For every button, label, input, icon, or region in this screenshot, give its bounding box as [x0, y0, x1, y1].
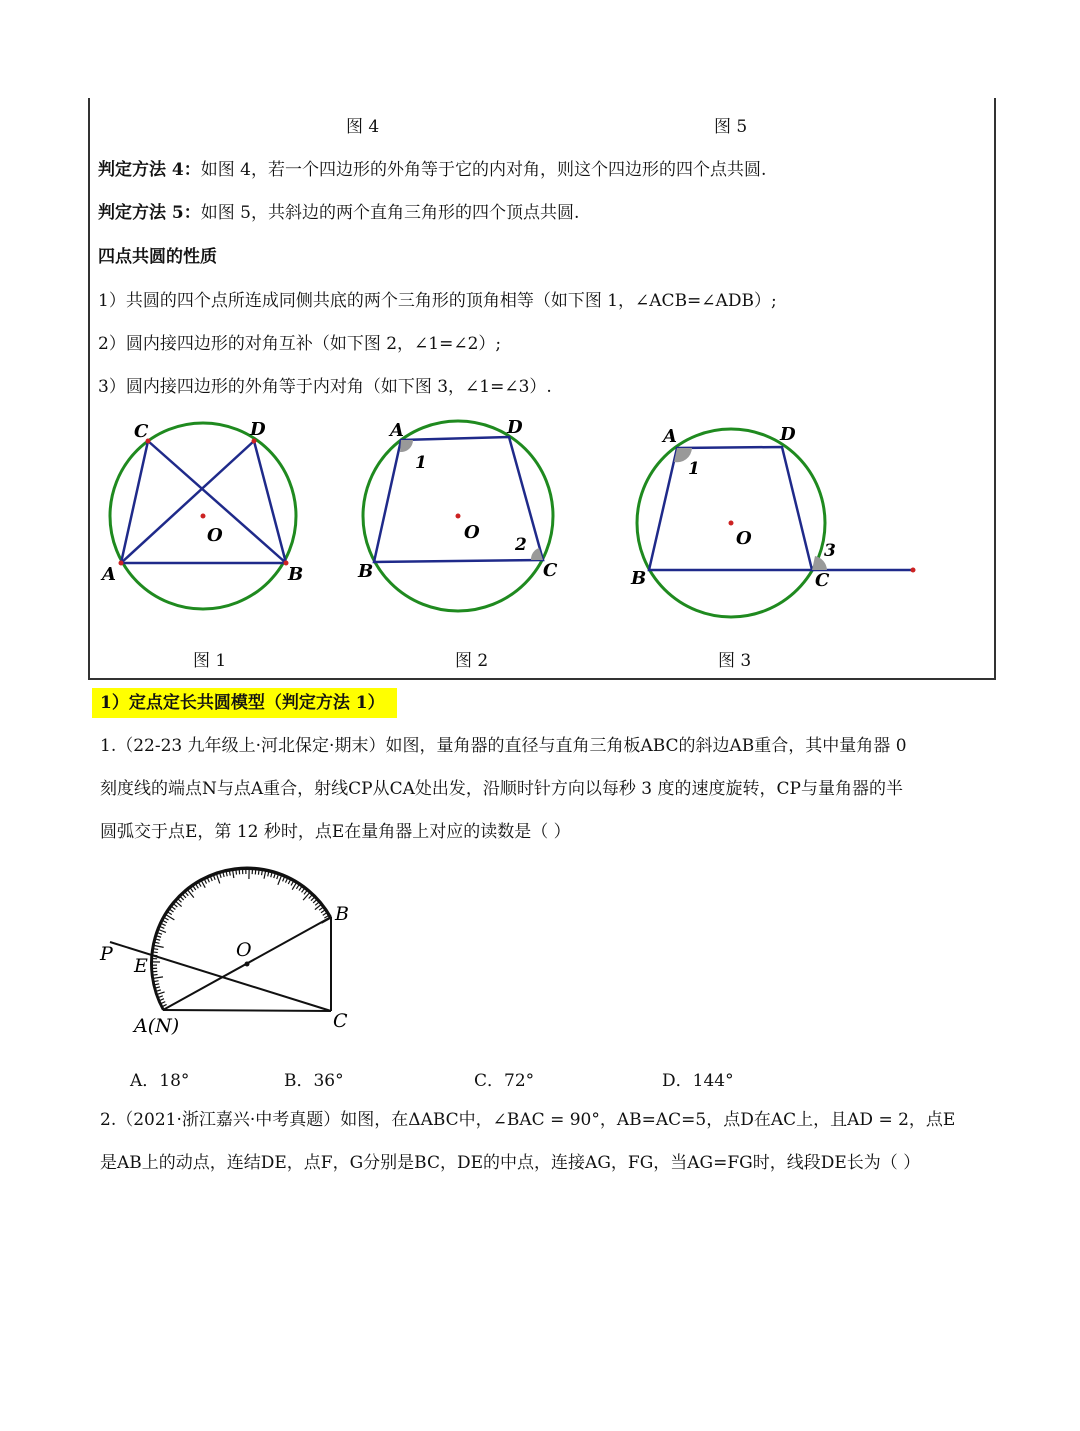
- fig1-center: [201, 514, 206, 519]
- fig2-label-2: 2: [515, 535, 527, 555]
- q1-line2: 刻度线的端点N与点A重合，射线CP从CA处出发，沿顺时针方向以每秒 3 度的速度旋转，CP与量角器的半: [100, 779, 903, 799]
- q1-option-a[interactable]: A．18°: [130, 1071, 190, 1091]
- protractor-tick: [153, 977, 163, 979]
- fig2-center: [456, 514, 461, 519]
- fig2-label-o: O: [464, 522, 480, 543]
- q2-line1: 2.（2021·浙江嘉兴·中考真题）如图，在ΔABC中，∠BAC = 90°，AB=AC=5，点D在AC上，且AD = 2，点E: [100, 1110, 956, 1130]
- fig2-label-d: D: [507, 417, 523, 438]
- q1-figure: [90, 860, 390, 1040]
- fig3-center: [729, 521, 734, 526]
- caption-fig3: 图 3: [718, 651, 752, 671]
- method4-text: 如图 4，若一个四边形的外角等于它的内对角，则这个四边形的四个点共圆.: [200, 160, 767, 180]
- caption-fig4: 图 4: [346, 117, 380, 137]
- protractor-tick: [292, 883, 296, 890]
- property-3: 3）圆内接四边形的外角等于内对角（如下图 3，∠1=∠3）.: [98, 377, 552, 397]
- q1-line1: 1.（22-23 九年级上·河北保定·期末）如图，量角器的直径与直角三角板ABC的斜边AB重合，其中量角器 0: [100, 736, 907, 756]
- caption-fig2: 图 2: [455, 651, 489, 671]
- fig1-label-b: B: [288, 564, 304, 585]
- fig3-quad: [649, 447, 812, 570]
- fig3-label-o: O: [736, 528, 752, 549]
- label-c: C: [333, 1010, 348, 1032]
- figure-3: [630, 424, 916, 617]
- caption-fig1: 图 1: [193, 651, 227, 671]
- protractor-tick: [158, 930, 165, 933]
- fig1-quad: [121, 441, 286, 563]
- label-b: B: [335, 903, 349, 925]
- properties-heading: 四点共圆的性质: [98, 247, 217, 267]
- line-ac: [163, 1010, 331, 1011]
- figure-2: [357, 417, 558, 611]
- fig1-label-d: D: [250, 419, 266, 440]
- fig2-label-a: A: [390, 420, 404, 441]
- q1-line3: 圆弧交于点E，第 12 秒时，点E在量角器上对应的读数是（ ）: [100, 822, 571, 842]
- circle-figures: [90, 410, 990, 630]
- fig3-label-a: A: [663, 426, 677, 447]
- fig1-label-a: A: [102, 564, 116, 585]
- fig3-label-b: B: [631, 568, 647, 589]
- protractor-tick: [217, 874, 220, 883]
- fig3-label-c: C: [815, 570, 830, 591]
- section-title: 1）定点定长共圆模型（判定方法 1）: [92, 688, 397, 718]
- q2-line2: 是AB上的动点，连结DE，点F，G分别是BC，DE的中点，连接AG，FG，当AG=FG时，线段DE长为（ ）: [100, 1153, 921, 1173]
- q1-option-b[interactable]: B．36°: [284, 1071, 344, 1091]
- protractor-tick: [278, 875, 282, 884]
- method4-label: 判定方法 4：: [98, 160, 201, 180]
- protractor-tick: [154, 945, 164, 947]
- fig3-label-1: 1: [688, 459, 700, 479]
- label-p: P: [100, 943, 113, 965]
- property-1: 1）共圆的四个点所连成同侧共底的两个三角形的顶角相等（如下图 1，∠ACB=∠ADB）;: [98, 291, 777, 311]
- q1-option-c[interactable]: C．72°: [474, 1071, 535, 1091]
- method5-text: 如图 5，共斜边的两个直角三角形的四个顶点共圆.: [200, 203, 580, 223]
- protractor-tick: [233, 870, 234, 878]
- fig1-label-c: C: [134, 421, 149, 442]
- method5-label: 判定方法 5：: [98, 203, 201, 223]
- q1-option-d[interactable]: D．144°: [662, 1071, 734, 1091]
- property-2: 2）圆内接四边形的对角互补（如下图 2，∠1=∠2）;: [98, 334, 502, 354]
- point-o: [245, 962, 250, 967]
- fig2-angle-1: [400, 440, 413, 452]
- fig1-diagonal-da: [121, 441, 254, 563]
- fig2-label-c: C: [543, 560, 558, 581]
- figure-1: [100, 419, 303, 609]
- protractor-tick: [201, 881, 205, 888]
- fig2-label-1: 1: [415, 453, 427, 473]
- label-a-n: A(N): [134, 1015, 180, 1037]
- method5-line: [98, 198, 579, 223]
- fig3-label-3: 3: [824, 541, 836, 561]
- label-e: E: [134, 955, 148, 977]
- protractor-tick: [157, 992, 165, 995]
- label-o: O: [236, 939, 252, 961]
- fig2-label-b: B: [358, 561, 374, 582]
- fig3-label-d: D: [780, 424, 796, 445]
- fig1-label-o: O: [207, 525, 223, 546]
- method4-line: [98, 155, 766, 180]
- caption-fig5: 图 5: [714, 117, 748, 137]
- protractor-tick: [264, 871, 266, 879]
